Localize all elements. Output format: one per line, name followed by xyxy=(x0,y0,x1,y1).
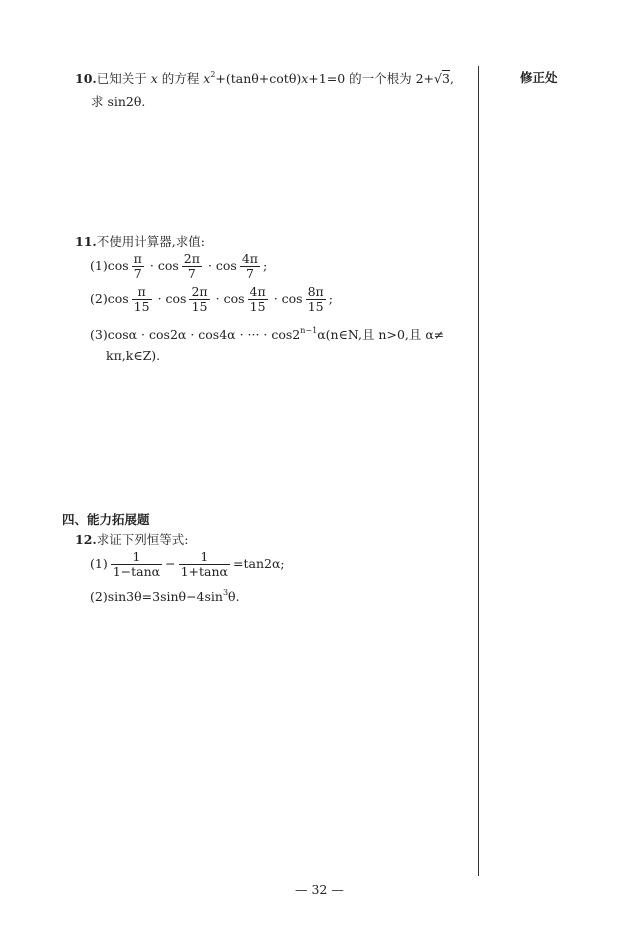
fraction xyxy=(306,285,326,314)
exponent: n−1 xyxy=(300,326,318,335)
question-10 xyxy=(75,69,454,87)
text: (2)sin3θ=3sinθ−4sin xyxy=(90,589,223,604)
var: x xyxy=(150,71,158,86)
text: ; xyxy=(328,291,333,306)
cos-text: · cos xyxy=(157,291,187,306)
denominator: 1+tanα xyxy=(180,564,229,579)
denominator: 7 xyxy=(133,266,142,281)
text: 已知关于 xyxy=(96,71,151,86)
fraction xyxy=(189,285,209,314)
numerator: 8π xyxy=(307,284,324,299)
section-title: 四、能力拓展题 xyxy=(62,512,150,527)
text: 求证下列恒等式: xyxy=(96,532,189,547)
numerator: 1 xyxy=(179,550,230,565)
numerator: 4π xyxy=(241,251,259,266)
question-12-title xyxy=(75,530,188,548)
numerator: 1 xyxy=(111,550,162,565)
denominator: 1−tanα xyxy=(112,564,161,579)
var: x xyxy=(203,71,211,86)
text: θ. xyxy=(228,589,240,604)
text: , xyxy=(449,71,454,86)
question-11-part-3-line2: kπ,k∈Z). xyxy=(106,348,161,363)
var: x xyxy=(301,71,309,86)
numerator: π xyxy=(132,285,152,300)
text: 的方程 xyxy=(157,71,204,86)
fraction xyxy=(240,252,260,281)
denominator: 7 xyxy=(187,266,196,281)
text: α(n∈N,且 n>0,且 α≠ xyxy=(317,327,445,342)
numerator: 4π xyxy=(249,284,266,299)
fraction xyxy=(132,252,144,281)
cos-text: cos xyxy=(107,291,129,306)
question-number: 11. xyxy=(75,234,97,249)
question-11-part-1 xyxy=(90,252,267,281)
margin-label: 修正处 xyxy=(520,70,558,85)
margin-divider xyxy=(478,66,479,876)
text: (3)cosα · cos2α · cos4α · ··· · cos2 xyxy=(90,327,301,342)
operator: − xyxy=(165,556,176,571)
fraction xyxy=(132,285,152,314)
text: 不使用计算器,求值: xyxy=(96,234,205,249)
text: ; xyxy=(263,258,268,273)
denominator: 15 xyxy=(133,299,150,314)
cos-text: · cos xyxy=(273,291,303,306)
numerator: 2π xyxy=(191,284,208,299)
question-11-part-2 xyxy=(90,285,333,314)
text: +1=0 的一个根为 2+√ xyxy=(308,71,442,86)
fraction xyxy=(111,550,162,579)
text: =tan2α; xyxy=(233,556,285,571)
question-12-part-2 xyxy=(90,588,240,604)
exponent: 2 xyxy=(210,70,216,79)
question-12-part-1 xyxy=(90,550,285,579)
cos-text: cos xyxy=(107,258,129,273)
page-number: — 32 — xyxy=(295,882,344,897)
denominator: 15 xyxy=(191,299,208,314)
question-11-part-3 xyxy=(90,325,444,343)
exponent: 3 xyxy=(222,588,229,597)
numerator: π xyxy=(133,251,142,266)
question-10-line2: 求 sin2θ. xyxy=(91,94,146,109)
radicand: 3 xyxy=(442,71,450,86)
cos-text: · cos xyxy=(215,291,245,306)
fraction xyxy=(179,550,230,579)
denominator: 15 xyxy=(249,299,266,314)
numerator: 2π xyxy=(183,251,200,266)
denominator: 7 xyxy=(245,266,254,281)
label: (1) xyxy=(90,556,108,571)
label: (2) xyxy=(90,291,108,306)
fraction xyxy=(182,252,202,281)
question-number: 12. xyxy=(75,532,97,547)
fraction xyxy=(248,285,268,314)
text: +(tanθ+cotθ) xyxy=(215,71,302,86)
denominator: 15 xyxy=(307,299,324,314)
cos-text: · cos xyxy=(149,258,179,273)
question-11-title xyxy=(75,232,205,250)
cos-text: · cos xyxy=(207,258,237,273)
label: (1) xyxy=(90,258,108,273)
question-number: 10. xyxy=(75,71,97,86)
